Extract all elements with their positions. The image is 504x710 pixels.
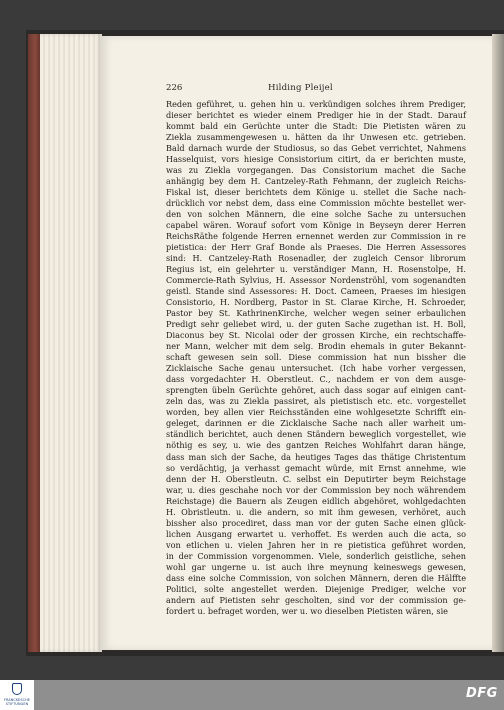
page-stack bbox=[40, 34, 102, 652]
text-line: Politici, solte angestellet werden. Diejenige Prediger, welche vor bbox=[166, 583, 466, 594]
text-line: bissher also procediret, dass man vor der guten Sache einen glück- bbox=[166, 517, 466, 528]
text-line: sind: H. Cantzeley-Rath Rosenadler, der zugleich Censor librorum bbox=[166, 253, 466, 264]
text-line: Regius ist, ein gelehrter u. verständiger Mann, H. Rosenstolpe, H. bbox=[166, 264, 466, 275]
shield-icon bbox=[12, 683, 22, 695]
text-line: fordert u. befraget worden, wer u. wo dieselben Pietisten wären, sie bbox=[166, 605, 448, 616]
institution-logo bbox=[0, 680, 34, 710]
text-line: Commercie-Rath Sylvius, H. Assessor Nordenströhl, vom sogenandten bbox=[166, 275, 466, 286]
text-line: lichen Ausgang erwartet u. verhoffet. Es werden auch die acta, so bbox=[166, 528, 466, 539]
text-line: den von solchen Männern, die eine solche Sache zu untersuchen bbox=[166, 209, 466, 220]
text-line: geistl. Stande sind Assessores: H. Doct. Cameen, Praeses im hiesigen bbox=[166, 286, 466, 297]
dfg-logo: DFG bbox=[466, 686, 498, 701]
text-line: in der Commission vorgenommen. Viele, sonderlich geistliche, sehen bbox=[166, 550, 466, 561]
text-line: Fiskal ist, dieser berichtets dem Könige u. stellet die Sache nach- bbox=[166, 187, 466, 198]
text-line: Diaconus bey St. Nicolai oder der grossen Kirche, ein rechtschaffe- bbox=[166, 330, 466, 341]
text-line: von etlichen u. vielen Jahren her in re pietistica geführet worden, bbox=[166, 539, 466, 550]
running-head: Hilding Pleijel bbox=[268, 83, 333, 93]
text-line: capabel wären. Worauf sofort vom Könige in Beyseyn derer Herren bbox=[166, 220, 466, 231]
text-line: anhängig bey dem H. Cantzeley-Rath Fehmann, der zugleich Reichs- bbox=[166, 176, 466, 187]
text-line: dass eine solche Commission, von solchen Männern, deren die Hälffte bbox=[166, 572, 466, 583]
text-line: was zu Ziekla vorgegangen. Das Consistorium machet die Sache bbox=[166, 165, 466, 176]
text-line: Predigt sehr geliebet wird, u. der guten Sache zugethan ist. H. Boll, bbox=[166, 319, 466, 330]
text-line: ständlich berichtet, auch denen Ständern beweglich vorgestellet, wie bbox=[166, 429, 466, 440]
text-line: drücklich vor nebst dem, dass eine Commission möchte bestellet wer- bbox=[166, 198, 466, 209]
text-line: Consistorio, H. Nordberg, Pastor in St. Clarae Kirche, H. Schroeder, bbox=[166, 297, 466, 308]
page-number: 226 bbox=[166, 83, 183, 93]
text-line: H. Obristleutn. u. die andern, so mit ihm gewesen, verhöret, auch bbox=[166, 506, 466, 517]
text-line: zeln das, was zu Ziekla passiret, als pietistisch etc. etc. vorgestellet bbox=[166, 396, 466, 407]
text-line: Zicklaische Sache genau untersuchet. (Ich habe vorher vergessen, bbox=[166, 363, 466, 374]
text-line: ReichsRäthe folgende Herren ernennet werden zur Commission in re bbox=[166, 231, 466, 242]
text-line: kommt bald ein Gerüchte unter die Stadt: Die Pietisten wären zu bbox=[166, 121, 466, 132]
text-line: dass man sich der Sache, da heutiges Tages das thätige Christentum bbox=[166, 451, 466, 462]
footer-banner bbox=[0, 680, 504, 710]
text-line: dieser berichtet es wieder einem Prediger hie in der Stadt. Darauf bbox=[166, 110, 466, 121]
page-header bbox=[166, 83, 466, 95]
text-line: pietistica: der Herr Graf Bonde als Praeses. Die Herren Assessores bbox=[166, 242, 466, 253]
text-line: schaft gewesen sein soll. Diese commission hat nun bissher die bbox=[166, 352, 466, 363]
text-line: ner Mann, welcher mit dem selg. Brodin ehemals in guter Bekannt- bbox=[166, 341, 466, 352]
logo-text: FRANCKESCHE STIFTUNGEN bbox=[3, 698, 31, 706]
body-text bbox=[166, 99, 466, 617]
text-line: worden, bey allen vier Reichsständen eine wohlgesetzte Schrifft ein- bbox=[166, 407, 466, 418]
text-line: Reichstage) die Bauern als Zeugen eidlich abgehöret, wohlgedachten bbox=[166, 495, 466, 506]
text-line: denn der H. Oberstleutn. C. selbst ein Deputirter beym Reichstage bbox=[166, 473, 466, 484]
text-line: andern auf Pietisten sehr gescholten, sind vor der commission ge- bbox=[166, 594, 466, 605]
text-line: Hasselquist, vors hiesige Consistorium citirt, da er berichten muste, bbox=[166, 154, 466, 165]
text-line: Ziekla zusammengewesen u. hätten da ihr Unwesen etc. getrieben. bbox=[166, 132, 466, 143]
text-line: dass vorgedachter H. Oberstleut. C., nachdem er von dem ausge- bbox=[166, 374, 466, 385]
text-line: war, u. dies geschahe noch vor der Commission bey noch währendem bbox=[166, 484, 466, 495]
text-line: wohl gar ungerne u. ist auch ihre meynung keineswegs gewesen, bbox=[166, 561, 466, 572]
text-line: so verdächtig, ja verhasst gemacht würde, mit Ernst annehme, wie bbox=[166, 462, 466, 473]
text-line: Reden geführet, u. gehen hin u. verkündigen solches ihrem Prediger, bbox=[166, 99, 466, 109]
page-right-edge bbox=[492, 34, 504, 652]
text-line: geleget, darinnen er die Zicklaische Sache nach aller warheit um- bbox=[166, 418, 466, 429]
text-line: nöthig es sey, u. wie des gantzen Reiches Wohlfahrt daran hänge, bbox=[166, 440, 466, 451]
text-line: sprengten übeln Gerüchte gehöret, auch dass sogar auf einigen cant- bbox=[166, 385, 466, 396]
text-line: Pastor bey St. KathrinenKirche, welcher wegen seiner erbaulichen bbox=[166, 308, 466, 319]
text-line: Bald darnach wurde der Studiosus, so das Gebet verrichtet, Nahmens bbox=[166, 143, 466, 154]
